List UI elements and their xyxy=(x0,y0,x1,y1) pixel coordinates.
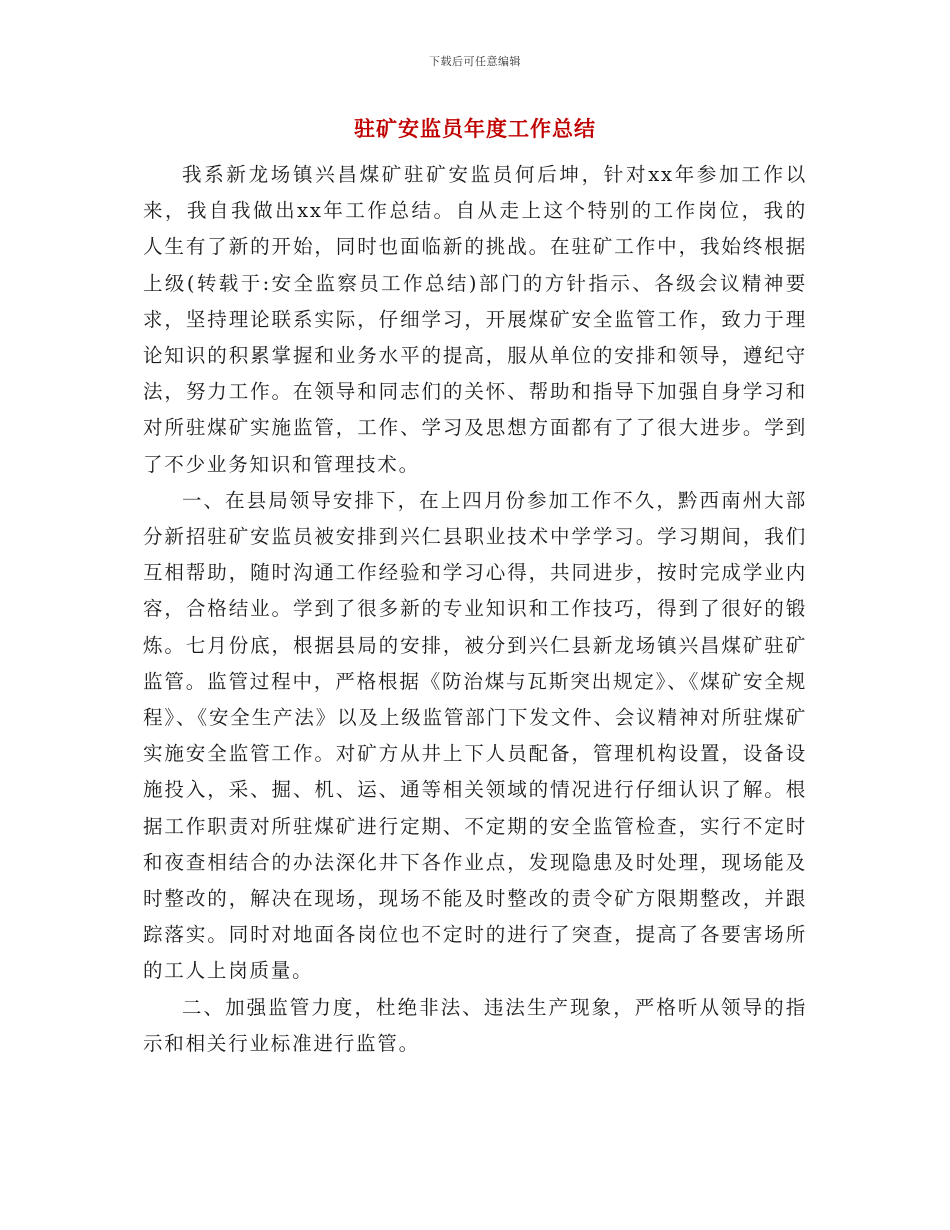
header-note: 下载后可任意编辑 xyxy=(429,55,521,68)
document-title: 驻矿安监员年度工作总结 xyxy=(354,117,596,141)
paragraph-intro: 我系新龙场镇兴昌煤矿驻矿安监员何后坤，针对xx年参加工作以来，我自我做出xx年工作总结。自从走上这个特别的工作岗位，我的人生有了新的开始，同时也面临新的挑战。在驻矿工作中，我始终根据上级(转载于:安全监察员工作总结)部门的方针指示、各级会议精神要求，坚持理论联系实际，仔细学习，开展煤矿安全监管工作，致力于理论知识的积累掌握和业务水平的提高，服从单位的安排和领导，遵纪守法，努力工作。在领导和同志们的关怀、帮助和指导下加强自身学习和对所驻煤矿实施监管，工作、学习及思想方面都有了了很大进步。学到了不少业务知识和管理技术。 xyxy=(143,163,807,476)
paragraph-section-two: 二、加强监管力度，杜绝非法、违法生产现象，严格听从领导的指示和相关行业标准进行监管。 xyxy=(143,995,807,1055)
document-body xyxy=(143,157,807,1062)
paragraph-section-one: 一、在县局领导安排下，在上四月份参加工作不久，黔西南州大部分新招驻矿安监员被安排到兴仁县职业技术中学学习。学习期间，我们互相帮助，随时沟通工作经验和学习心得，共同进步，按时完成学业内容，合格结业。学到了很多新的专业知识和工作技巧，得到了很好的锻炼。七月份底，根据县局的安排，被分到兴仁县新龙场镇兴昌煤矿驻矿监管。监管过程中，严格根据《防治煤与瓦斯突出规定》、《煤矿安全规程》、《安全生产法》以及上级监管部门下发文件、会议精神对所驻煤矿实施安全监管工作。对矿方从井上下人员配备，管理机构设置，设备设施投入，采、掘、机、运、通等相关领域的情况进行仔细认识了解。根据工作职责对所驻煤矿进行定期、不定期的安全监管检查，实行不定时和夜查相结合的办法深化井下各作业点，发现隐患及时处理，现场能及时整改的，解决在现场，现场不能及时整改的责令矿方限期整改，并跟踪落实。同时对地面各岗位也不定时的进行了突查，提高了各要害场所的工人上岗质量。 xyxy=(143,488,807,983)
